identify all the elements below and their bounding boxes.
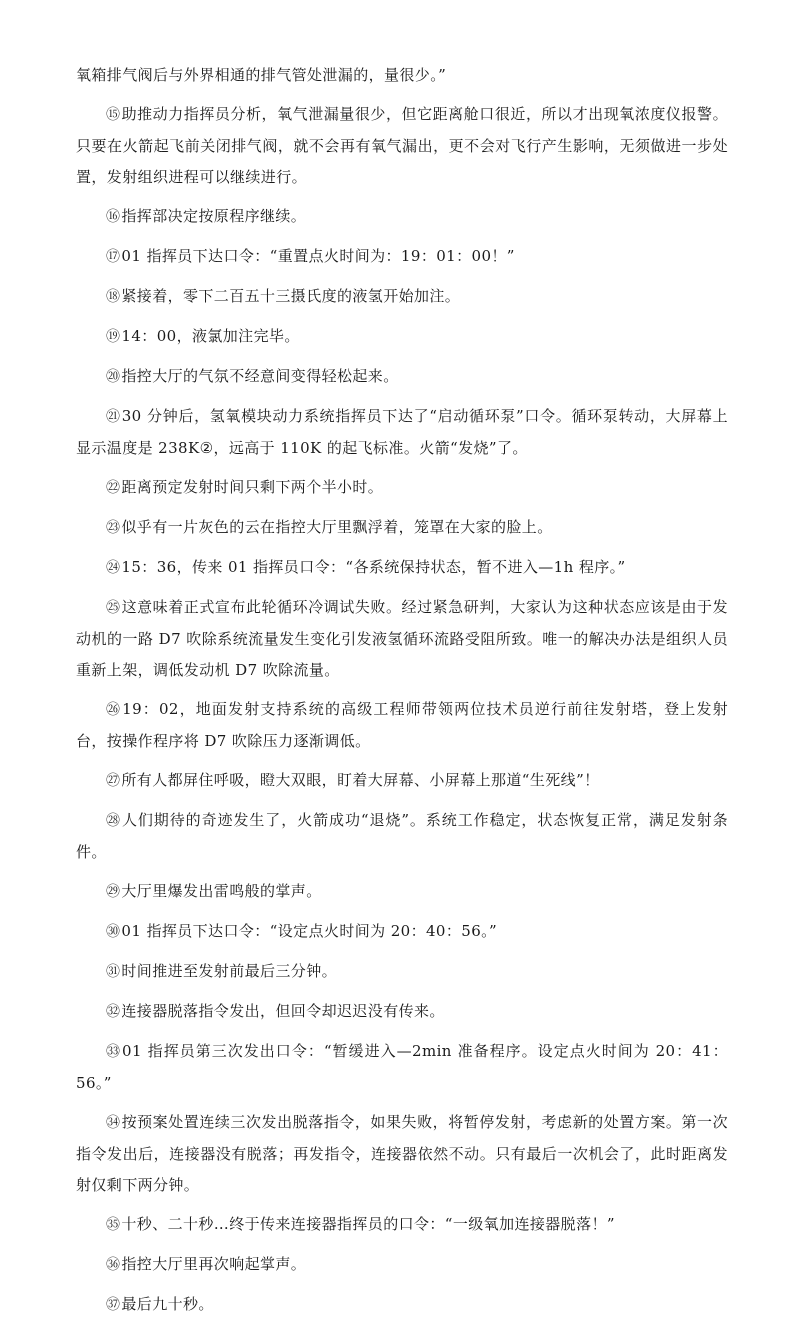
paragraph-text: 十秒、二十秒…终于传来连接器指挥员的口令：“一级氧加连接器脱落！” xyxy=(121,1215,615,1233)
paragraph xyxy=(76,472,728,504)
paragraph-number: ㉖ xyxy=(106,702,122,718)
paragraph xyxy=(76,1289,728,1321)
paragraph xyxy=(76,512,728,544)
paragraph-number: ㉕ xyxy=(106,600,121,616)
paragraph xyxy=(76,60,728,91)
paragraph-text: 30 分钟后，氢氧模块动力系统指挥员下达了“启动循环泵”口令。循环泵转动，大屏幕上显示温度是 238K②，远高于 110K 的起飞标准。火箭“发烧”了。 xyxy=(76,407,728,457)
paragraph-number: ㉟ xyxy=(106,1217,121,1233)
paragraph-number: ㊲ xyxy=(106,1297,121,1313)
paragraph-text: 指控大厅里再次响起掌声。 xyxy=(121,1255,307,1273)
paragraph xyxy=(76,361,728,393)
paragraph-text: 距离预定发射时间只剩下两个半小时。 xyxy=(121,478,384,496)
paragraph-number: ⑳ xyxy=(106,369,121,385)
paragraph-number: ⑯ xyxy=(106,209,121,225)
paragraph xyxy=(76,201,728,233)
paragraph-text: 时间推进至发射前最后三分钟。 xyxy=(121,962,338,980)
paragraph-text: 连接器脱落指令发出，但回令却迟迟没有传来。 xyxy=(121,1002,445,1020)
paragraph xyxy=(76,694,728,757)
paragraph-number: ㉞ xyxy=(106,1115,121,1131)
paragraph-text: 似乎有一片灰色的云在指控大厅里飘浮着，笼罩在大家的脸上。 xyxy=(121,518,553,536)
paragraph xyxy=(76,401,728,464)
paragraph-number: ⑲ xyxy=(106,329,121,345)
paragraph-number: ⑮ xyxy=(106,107,121,123)
paragraph-text: 14：00，液氯加注完毕。 xyxy=(121,327,300,345)
paragraph xyxy=(76,1036,728,1099)
paragraph-text: 01 指挥员第三次发出口令：“暂缓进入—2min 准备程序。设定点火时间为 20：41：56。” xyxy=(76,1042,728,1092)
paragraph xyxy=(76,1249,728,1281)
paragraph-number: ㉙ xyxy=(106,884,121,900)
paragraph-text: 人们期待的奇迹发生了，火箭成功“退烧”。系统工作稳定，状态恢复正常，满足发射条件。 xyxy=(76,811,728,861)
paragraph-text: 所有人都屏住呼吸，瞪大双眼，盯着大屏幕、小屏幕上那道“生死线”！ xyxy=(121,771,600,789)
paragraph-number: ㉚ xyxy=(106,924,121,940)
paragraph-number: ㉝ xyxy=(106,1044,122,1060)
paragraph xyxy=(76,552,728,584)
paragraph-number: ㊱ xyxy=(106,1257,121,1273)
paragraph-text: 指挥部决定按原程序继续。 xyxy=(121,207,307,225)
paragraph xyxy=(76,592,728,686)
paragraph xyxy=(76,1209,728,1241)
paragraph-text: 按预案处置连续三次发出脱落指令，如果失败，将暂停发射，考虑新的处置方案。第一次指令发出后，连接器没有脱落；再发指令，连接器依然不动。只有最后一次机会了，此时距离发射仅剩下两分钟。 xyxy=(76,1113,728,1194)
paragraph xyxy=(76,99,728,193)
paragraph-text: 15：36，传来 01 指挥员口令：“各系统保持状态，暂不进入—1h 程序。” xyxy=(121,558,626,576)
paragraph-number: ㉔ xyxy=(106,560,121,576)
paragraph-text: 最后九十秒。 xyxy=(121,1295,214,1313)
paragraph-text: 01 指挥员下达口令：“重置点火时间为：19：01：00！” xyxy=(121,247,515,265)
paragraph-text: 01 指挥员下达口令：“设定点火时间为 20：40：56。” xyxy=(121,922,498,940)
paragraph-number: ⑰ xyxy=(106,249,121,265)
paragraph-text: 指控大厅的气氛不经意间变得轻松起来。 xyxy=(121,367,399,385)
paragraph-number: ㉘ xyxy=(106,813,121,829)
paragraph-text: 大厅里爆发出雷鸣般的掌声。 xyxy=(121,882,322,900)
paragraph xyxy=(76,321,728,353)
paragraph-number: ㉛ xyxy=(106,964,121,980)
paragraph xyxy=(76,805,728,868)
paragraph xyxy=(76,956,728,988)
paragraph-number: ⑱ xyxy=(106,289,121,305)
document-body xyxy=(76,60,728,1329)
paragraph-number: ㉒ xyxy=(106,480,121,496)
paragraph xyxy=(76,876,728,908)
paragraph-text: 紧接着，零下二百五十三摄氏度的液氢开始加注。 xyxy=(121,287,461,305)
paragraph xyxy=(76,1107,728,1201)
paragraph-text: 氧箱排气阀后与外界相通的排气管处泄漏的，量很少。” xyxy=(76,66,447,84)
paragraph xyxy=(76,241,728,273)
paragraph xyxy=(76,916,728,948)
paragraph xyxy=(76,281,728,313)
paragraph-text: 助推动力指挥员分析，氧气泄漏量很少，但它距离舱口很近，所以才出现氧浓度仪报警。只要在火箭起飞前关闭排气阀，就不会再有氧气漏出，更不会对飞行产生影响，无须做进一步处置，发射组织进程可以继续进行。 xyxy=(76,105,728,186)
paragraph-number: ㉗ xyxy=(106,773,121,789)
paragraph-number: ㉑ xyxy=(106,409,121,425)
paragraph-number: ㉜ xyxy=(106,1004,121,1020)
paragraph-text: 这意味着正式宣布此轮循环冷调试失败。经过紧急研判，大家认为这种状态应该是由于发动机的一路 D7 吹除系统流量发生变化引发液氢循环流路受阻所致。唯一的解决办法是组织人员重新上架，调低发动机 D7 吹除流量。 xyxy=(76,598,728,679)
paragraph xyxy=(76,765,728,797)
paragraph-text: 19：02，地面发射支持系统的高级工程师带领两位技术员逆行前往发射塔，登上发射台，按操作程序将 D7 吹除压力逐渐调低。 xyxy=(76,700,728,750)
paragraph-number: ㉓ xyxy=(106,520,121,536)
paragraph xyxy=(76,996,728,1028)
